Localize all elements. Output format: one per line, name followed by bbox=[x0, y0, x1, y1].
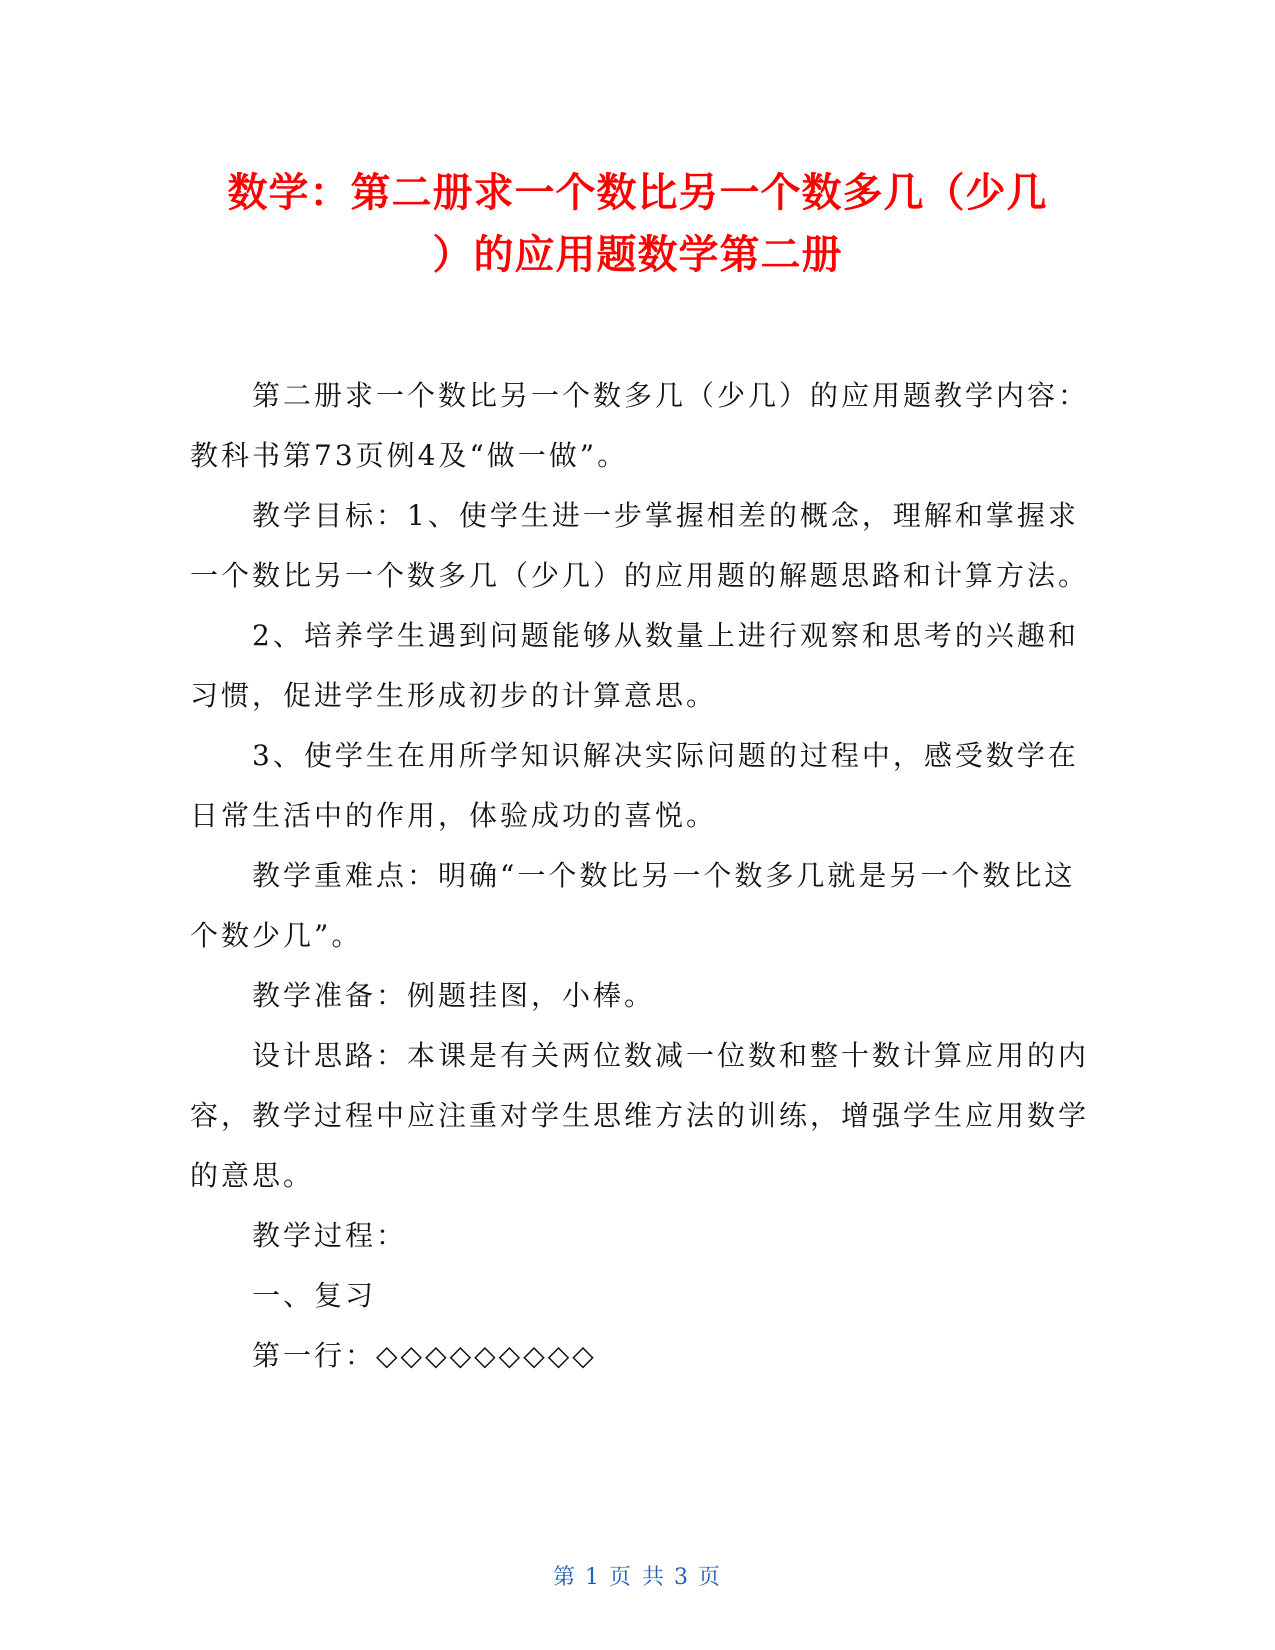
paragraph-process: 教学过程： bbox=[252, 1219, 408, 1252]
paragraph-goal-3: 3、使学生在用所学知识解决实际问题的过程中，感受数学在日常生活中的作用，体验成功的喜悦。 bbox=[190, 739, 1079, 832]
page-footer bbox=[0, 1560, 1275, 1591]
title-line-1: 数学：第二册求一个数比另一个数多几（少几 bbox=[227, 170, 1048, 216]
footer-current-page: 1 bbox=[585, 1565, 601, 1590]
paragraph-content: 第二册求一个数比另一个数多几（少几）的应用题教学内容：教科书第73页例4及“做一做”。 bbox=[190, 379, 1090, 472]
document-title bbox=[150, 162, 1125, 286]
footer-total-pages: 3 bbox=[674, 1565, 690, 1590]
footer-mid: 页 共 bbox=[609, 1565, 666, 1590]
paragraph-preparation: 教学准备：例题挂图，小棒。 bbox=[252, 979, 656, 1012]
paragraph-review: 一、复习 bbox=[252, 1279, 377, 1312]
paragraph-goal-2: 2、培养学生遇到问题能够从数量上进行观察和思考的兴趣和习惯，促进学生形成初步的计算意思。 bbox=[190, 619, 1079, 712]
paragraph-goal-1: 教学目标：1、使学生进一步掌握相差的概念，理解和掌握求一个数比另一个数多几（少几）的应用题的解题思路和计算方法。 bbox=[190, 499, 1090, 592]
paragraph-design: 设计思路：本课是有关两位数减一位数和整十数计算应用的内容，教学过程中应注重对学生思维方法的训练，增强学生应用数学的意思。 bbox=[190, 1039, 1090, 1192]
document-body bbox=[190, 366, 1090, 1386]
footer-suffix: 页 bbox=[698, 1565, 723, 1590]
title-line-2: ）的应用题数学第二册 bbox=[432, 232, 843, 278]
paragraph-key-points: 教学重难点：明确“一个数比另一个数多几就是另一个数比这个数少几”。 bbox=[190, 859, 1076, 952]
paragraph-first-row: 第一行：◇◇◇◇◇◇◇◇◇ bbox=[252, 1339, 597, 1372]
footer-prefix: 第 bbox=[552, 1565, 577, 1590]
